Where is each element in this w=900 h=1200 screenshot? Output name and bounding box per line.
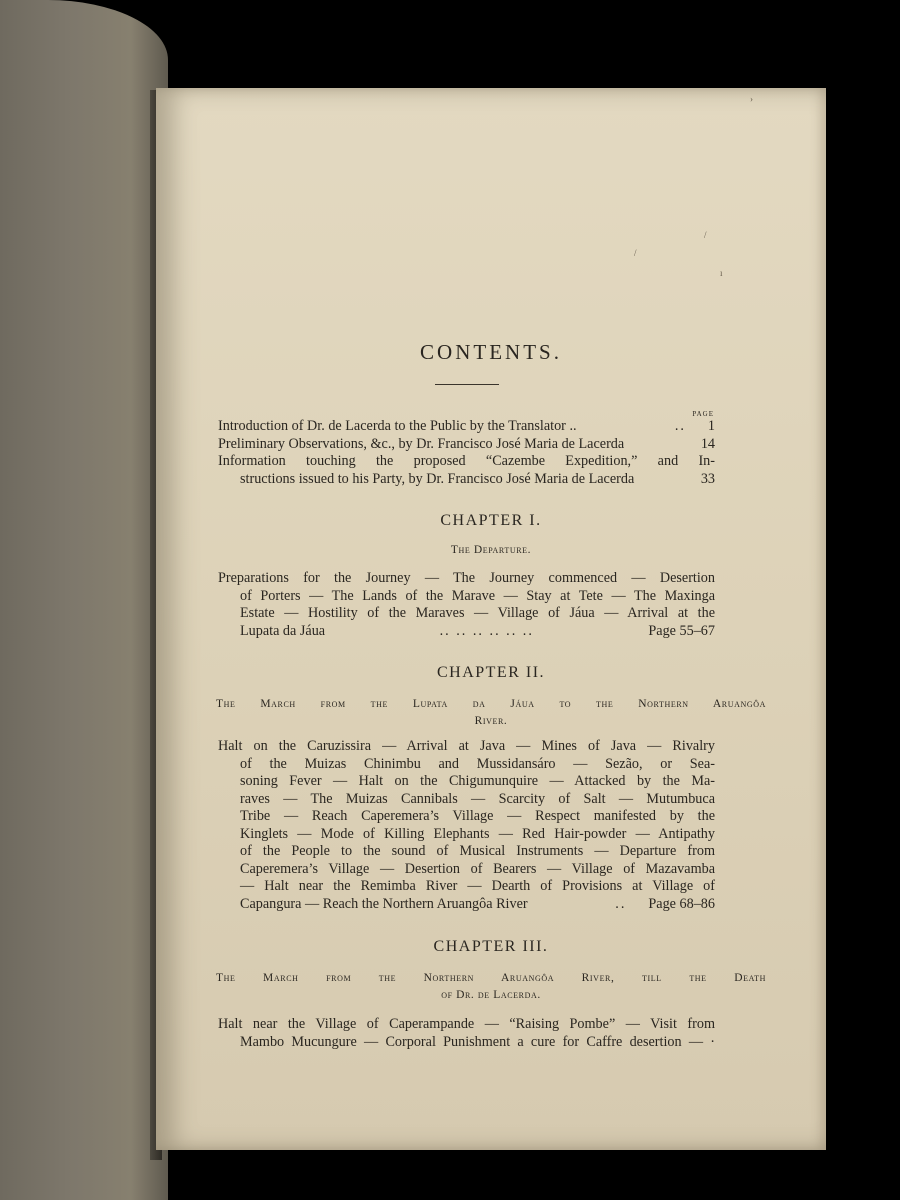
summary-line: Preparations for the Journey — The Journey commenced — Desertion [218,570,715,586]
leader-dots: .. [615,895,627,912]
summary-line: of the Muizas Chinimbu and Mussidansáro — Sezão, or Sea- [240,755,715,772]
chapter-subtitle-line: The March from the Lupata da Jáua to the Northern Aruangôa [216,698,766,710]
chapter-heading: CHAPTER I. [440,512,542,529]
toc-entry-line: Information touching the proposed “Cazembe Expedition,” and In- [218,453,715,469]
contents-title: CONTENTS. [420,340,562,364]
toc-page-range: Page 55–67 [648,622,715,639]
toc-page-number: 14 [700,435,715,452]
summary-line: Caperemera’s Village — Desertion of Bearers — Village of Mazavamba [240,860,715,877]
page-column-label: PAGE [692,410,714,418]
chapter-subtitle [216,696,766,730]
paper-speck: › [750,94,753,104]
toc-entry [218,896,715,914]
leader-dots: .. [674,418,686,434]
summary-line: Estate — Hostility of the Maraves — Village of Jáua — Arrival at the [240,605,715,621]
paper-speck: ı [720,268,723,278]
summary-line: of Porters — The Lands of the Marave — Stay at Tete — The Maxinga [240,587,715,604]
summary-line: raves — The Muizas Cannibals — Scarcity of Salt — Mutumbuca [240,790,715,807]
chapter-heading: CHAPTER II. [436,664,546,681]
toc-page-range: Page 68–86 [648,895,715,912]
toc-entry-text: Preliminary Observations, &c., by Dr. Francisco José Maria de Lacerda [218,435,625,452]
chapter-summary [218,1016,715,1051]
toc-page-number: 33 [700,470,715,487]
chapter-subtitle [216,542,766,559]
toc-page-number: 1 [707,418,715,434]
summary-line: of the People to the sound of Musical Instruments — Departure from [240,843,715,859]
title-rule [435,384,499,385]
leader-dots: .. .. .. .. .. .. [439,622,534,639]
book-page [156,88,826,1150]
toc-entry-text: Introduction of Dr. de Lacerda to the Public by the Translator .. [218,418,577,434]
summary-line: Capangura — Reach the Northern Aruangôa River [240,895,528,912]
summary-line: Kinglets — Mode of Killing Elephants — Red Hair-powder — Antipathy [240,825,715,842]
summary-line: Mambo Mucungure — Corporal Punishment a cure for Caffre desertion — · [240,1033,715,1050]
summary-line: — Halt near the Remimba River — Dearth of Provisions at Village of [240,878,715,894]
chapter-heading: CHAPTER III. [433,938,549,955]
chapter-summary [218,570,715,640]
front-matter-list [218,418,715,488]
chapter-subtitle-line: of Dr. de Lacerda. [441,989,541,1001]
chapter-subtitle-line: River. [474,715,508,727]
summary-line: soning Fever — Halt on the Chigumunquire — Attacked by the Ma- [240,773,715,789]
summary-line: Lupata da Jáua [240,622,326,639]
toc-entry [218,418,715,436]
summary-line: Tribe — Reach Caperemera’s Village — Respect manifested by the [240,808,715,824]
chapter-subtitle [216,970,766,1004]
chapter-summary [218,738,715,913]
toc-entry [218,471,715,489]
toc-entry-text: structions issued to his Party, by Dr. Francisco José Maria de Lacerda [240,470,635,487]
toc-entry [218,623,715,641]
chapter-subtitle-line: The Departure. [450,544,532,556]
paper-speck: / [634,248,637,258]
summary-line: Halt near the Village of Caperampande — “Raising Pombe” — Visit from [218,1016,715,1032]
chapter-subtitle-line: The March from the Northern Aruangôa River, till the Death [216,972,766,984]
paper-speck: / [704,230,707,240]
summary-line: Halt on the Caruzissira — Arrival at Java — Mines of Java — Rivalry [218,738,715,754]
toc-entry [218,436,715,454]
book-cover-left [0,0,168,1200]
